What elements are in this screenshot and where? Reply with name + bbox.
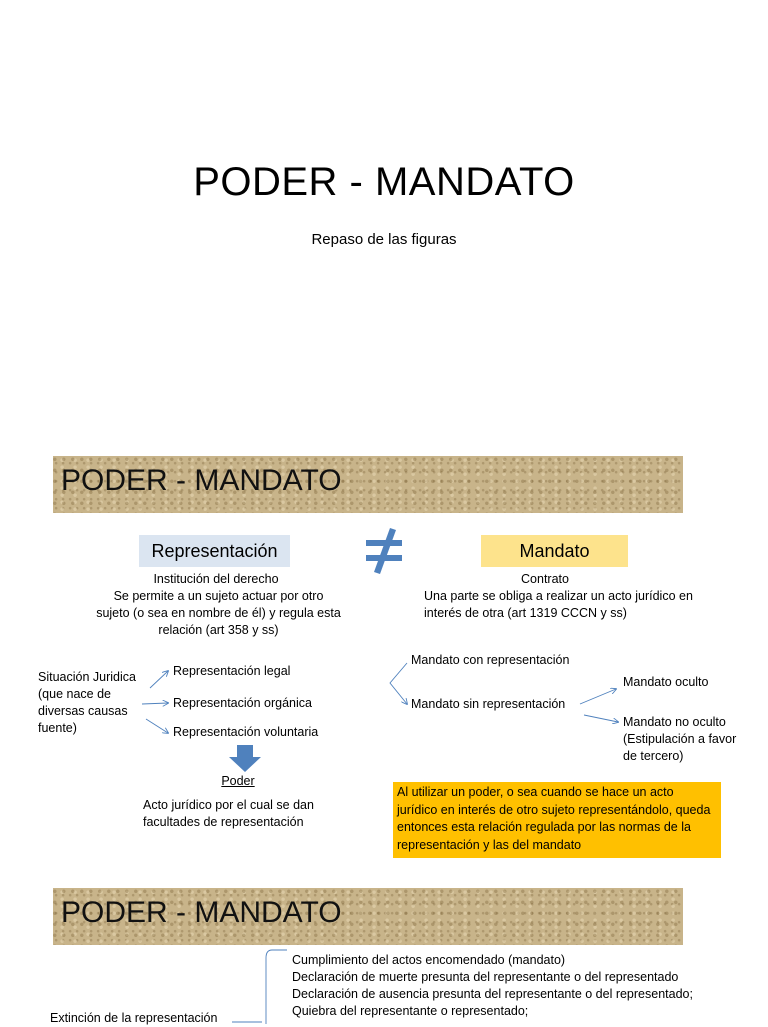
arrow-line bbox=[390, 663, 407, 704]
poder-definition: Acto jurídico por el cual se dan facultades de representación bbox=[143, 798, 314, 829]
note-box: Al utilizar un poder, o sea cuando se hace un acto jurídico en interés de otro sujeto representándolo, queda entonces esta relación regulada por las normas de la representación y las del mandato bbox=[393, 782, 721, 858]
slide-header-title: PODER - MANDATO bbox=[61, 464, 342, 497]
rep-type-organica: Representación orgánica bbox=[173, 696, 312, 710]
representacion-label: Representación bbox=[139, 535, 290, 567]
mandato-oculto: Mandato oculto bbox=[623, 675, 709, 689]
arrow-line bbox=[146, 719, 168, 733]
list-item: Declaración de ausencia presunta del representante o del representado; bbox=[292, 987, 693, 1001]
rep-type-legal: Representación legal bbox=[173, 664, 291, 678]
arrow-line bbox=[584, 715, 618, 722]
rep-type-voluntaria: Representación voluntaria bbox=[173, 725, 319, 739]
not-equal-icon bbox=[362, 526, 408, 576]
mandato-label: Mandato bbox=[481, 535, 628, 567]
slide-header-bar bbox=[53, 456, 683, 513]
down-arrow-icon bbox=[228, 745, 262, 773]
list-item: Declaración de muerte presunta del representante o del representado bbox=[292, 970, 679, 984]
arrow-line bbox=[580, 689, 616, 704]
mandato-con-representacion: Mandato con representación bbox=[411, 653, 570, 667]
representacion-def-text: Se permite a un sujeto actuar por otro sujeto (o sea en nombre de él) y regula esta relación (art 358 y ss) bbox=[96, 589, 341, 637]
slide-header-title: PODER - MANDATO bbox=[61, 896, 342, 929]
mandato-def-text: Una parte se obliga a realizar un acto jurídico en interés de otra (art 1319 CCCN y ss) bbox=[424, 589, 693, 620]
page-subtitle: Repaso de las figuras bbox=[311, 231, 457, 248]
bracket-line bbox=[266, 950, 287, 1024]
poder-label: Poder bbox=[221, 774, 255, 788]
mandato-sin-representacion: Mandato sin representación bbox=[411, 697, 566, 711]
list-item: Cumplimiento del actos encomendado (mandato) bbox=[292, 953, 566, 967]
arrow-line bbox=[150, 671, 168, 688]
mandato-no-oculto: Mandato no oculto (Estipulación a favor de tercero) bbox=[623, 715, 737, 763]
list-item: Quiebra del representante o representado; bbox=[292, 1004, 529, 1018]
situacion-juridica: Situación Juridica (que nace de diversas causas fuente) bbox=[38, 670, 136, 735]
extincion-label: Extinción de la representación bbox=[50, 1011, 218, 1025]
mandato-def-title: Contrato bbox=[521, 572, 569, 586]
page-title: PODER - MANDATO bbox=[193, 160, 575, 204]
extincion-causes-list bbox=[292, 952, 762, 1020]
representacion-def-title: Institución del derecho bbox=[153, 572, 279, 586]
slide-header-bar bbox=[53, 888, 683, 945]
